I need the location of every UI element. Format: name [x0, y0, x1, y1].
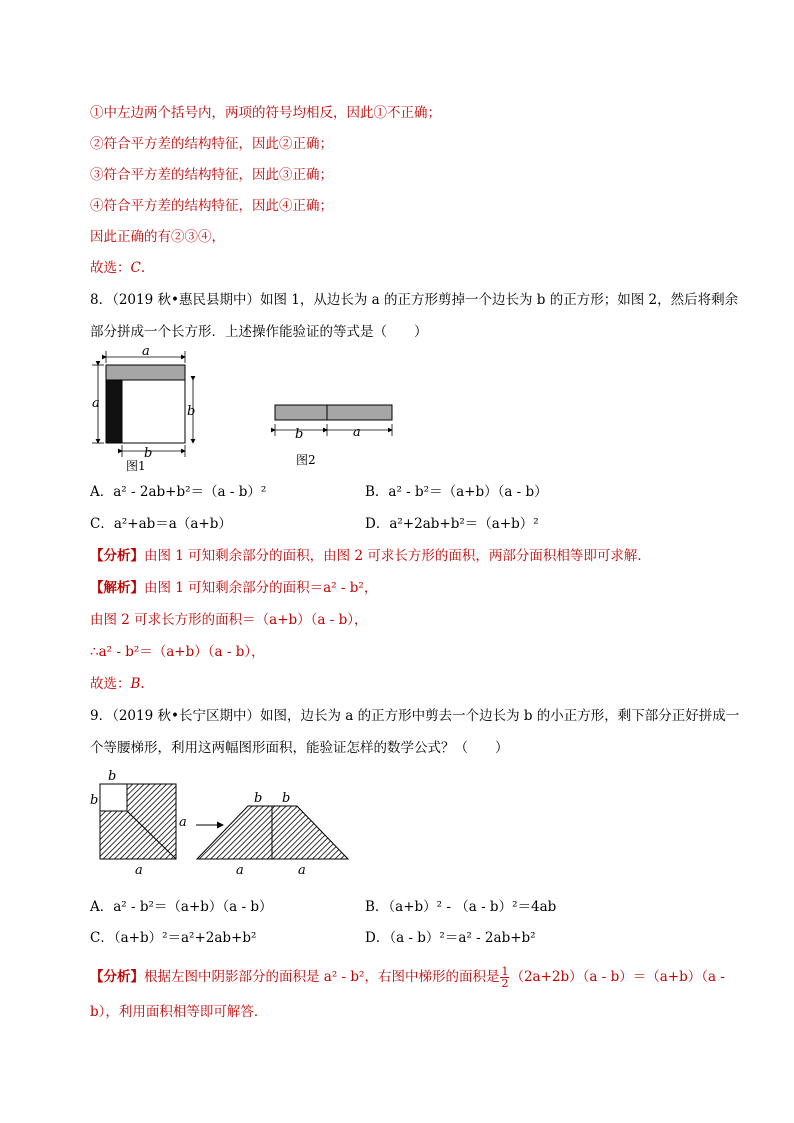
q8-number: 8． [90, 292, 113, 308]
q9-analysis-1b: （2a+2b）（a - b）＝（a+b）（a - [510, 969, 725, 985]
fig1-bottom-label-b: b [144, 446, 153, 461]
solution-line-5: 因此正确的有②③④， [90, 229, 225, 245]
q9-label-b-top: b [108, 769, 117, 784]
q8-option-a-text: a² - 2ab+b²＝（a - b）² [113, 484, 267, 500]
q9-fraction-half [500, 966, 509, 989]
q8-option-d-letter: D． [365, 516, 390, 532]
q8-stem-1: （2019 秋•惠民县期中）如图 1，从边长为 a 的正方形剪掉一个边长为 b 的正方形；如图 2，然后将剩余 [112, 292, 739, 308]
q9-trap-label-b2: b [282, 791, 291, 806]
q8-stem-2: 部分拼成一个长方形．上述操作能验证的等式是（ ） [90, 324, 428, 340]
q9-small-square [100, 784, 127, 811]
solution-line-2: ②符合平方差的结构特征，因此②正确； [90, 136, 333, 152]
q8-option-d-text: a²+2ab+b²＝（a+b）² [389, 516, 539, 532]
solution-answer-line [90, 258, 145, 278]
fraction-denominator: 2 [501, 977, 509, 990]
q9-trap-label-a1: a [236, 863, 244, 878]
q9-trap-label-a2: a [298, 863, 306, 878]
fig1-caption: 图1 [126, 459, 146, 473]
fig1-black-strip [106, 380, 122, 443]
q8-answer-suffix: . [140, 676, 145, 692]
fig2-label-b: b [295, 427, 304, 442]
q8-option-b-text: a² - b²＝（a+b）（a - b） [388, 484, 548, 500]
q8-solution-2: 由图 2 可求长方形的面积＝（a+b）（a - b）， [90, 612, 368, 628]
q8-solution-3: ∴a² - b²＝（a+b）（a - b）， [90, 644, 265, 660]
q9-option-a [90, 897, 273, 917]
q9-option-b [365, 897, 556, 917]
solution-line-1: ①中左边两个括号内，两项的符号均相反，因此①不正确； [90, 105, 441, 121]
solution-line-4: ④符合平方差的结构特征，因此④正确； [90, 198, 333, 214]
q9-trap-label-b1: b [254, 791, 263, 806]
fraction-numerator: 1 [501, 965, 509, 978]
q9-stem-2: 个等腰梯形，利用这两幅图形面积，能验证怎样的数学公式？（ ） [90, 740, 509, 756]
fig1-right-label-b: b [187, 404, 196, 419]
q8-answer-line [90, 674, 145, 694]
q8-option-c-letter: C． [90, 516, 114, 532]
fig1-grey-strip [106, 365, 185, 380]
q8-option-a [90, 482, 266, 502]
q8-figure-1 [86, 345, 216, 475]
q9-stem-line-1 [90, 706, 739, 726]
q8-solution-1-text: 由图 1 可知剩余部分的面积＝a² - b²， [144, 580, 378, 596]
q8-solution-1 [90, 578, 377, 598]
q9-option-d [365, 928, 536, 948]
q8-analysis-tag: 【分析】 [90, 548, 144, 564]
q9-figure [86, 768, 356, 880]
q9-option-a-letter: A． [90, 899, 114, 915]
q9-option-a-text: a² - b²＝（a+b）（a - b） [113, 899, 273, 915]
answer-suffix: . [140, 260, 146, 276]
solution-line-3: ③符合平方差的结构特征，因此③正确； [90, 167, 333, 183]
fig1-left-label-a: a [92, 396, 100, 411]
q8-analysis-text: 由图 1 可知剩余部分的面积，由图 2 可求长方形的面积，两部分面积相等即可求解． [144, 548, 651, 564]
q9-label-a-bottom: a [135, 863, 143, 878]
q9-option-d-text: （a - b）²＝a² - 2ab+b² [389, 930, 536, 946]
answer-letter: C [130, 260, 141, 276]
q9-option-b-letter: B． [365, 899, 389, 915]
q9-option-b-text: （a+b）² - （a - b）²＝4ab [388, 899, 557, 915]
q8-option-b [365, 482, 548, 502]
q9-label-b-left: b [90, 793, 99, 808]
q9-analysis-line-2: b），利用面积相等即可解答． [90, 1004, 268, 1020]
q9-option-d-letter: D． [365, 930, 390, 946]
q8-figure-2 [268, 398, 398, 468]
q8-option-a-letter: A． [90, 484, 114, 500]
q9-stem-1: （2019 秋•长宁区期中）如图，边长为 a 的正方形中剪去一个边长为 b 的小正方形，剩下部分正好拼成一 [112, 708, 740, 724]
q9-option-c-text: （a+b）²＝a²+2ab+b² [113, 930, 257, 946]
fig1-white-square [122, 380, 185, 443]
answer-prefix: 故选： [90, 260, 131, 276]
fig2-right-strip [327, 405, 392, 420]
q8-option-c [90, 514, 232, 534]
q9-label-a-right: a [179, 815, 187, 830]
q8-answer-letter: B [130, 676, 141, 692]
q8-option-b-letter: B． [365, 484, 389, 500]
q9-option-c-letter: C． [90, 930, 114, 946]
q9-option-c [90, 928, 256, 948]
q9-analysis-tag: 【分析】 [90, 969, 144, 985]
fig2-caption: 图2 [296, 453, 316, 467]
fig2-label-a: a [353, 425, 361, 440]
q9-number: 9． [90, 708, 113, 724]
q8-analysis [90, 546, 651, 566]
q8-stem-line-1 [90, 290, 738, 310]
q8-option-d [365, 514, 539, 534]
q9-analysis-1a: 根据左图中阴影部分的面积是 a² - b²，右图中梯形的面积是 [144, 969, 500, 985]
q9-analysis-line-1 [90, 966, 725, 989]
fig1-top-label-a: a [142, 345, 150, 359]
q8-solution-tag: 【解析】 [90, 580, 144, 596]
q8-answer-prefix: 故选： [90, 676, 131, 692]
q8-option-c-text: a²+ab＝a（a+b） [113, 516, 232, 532]
fig2-left-strip [275, 405, 327, 420]
